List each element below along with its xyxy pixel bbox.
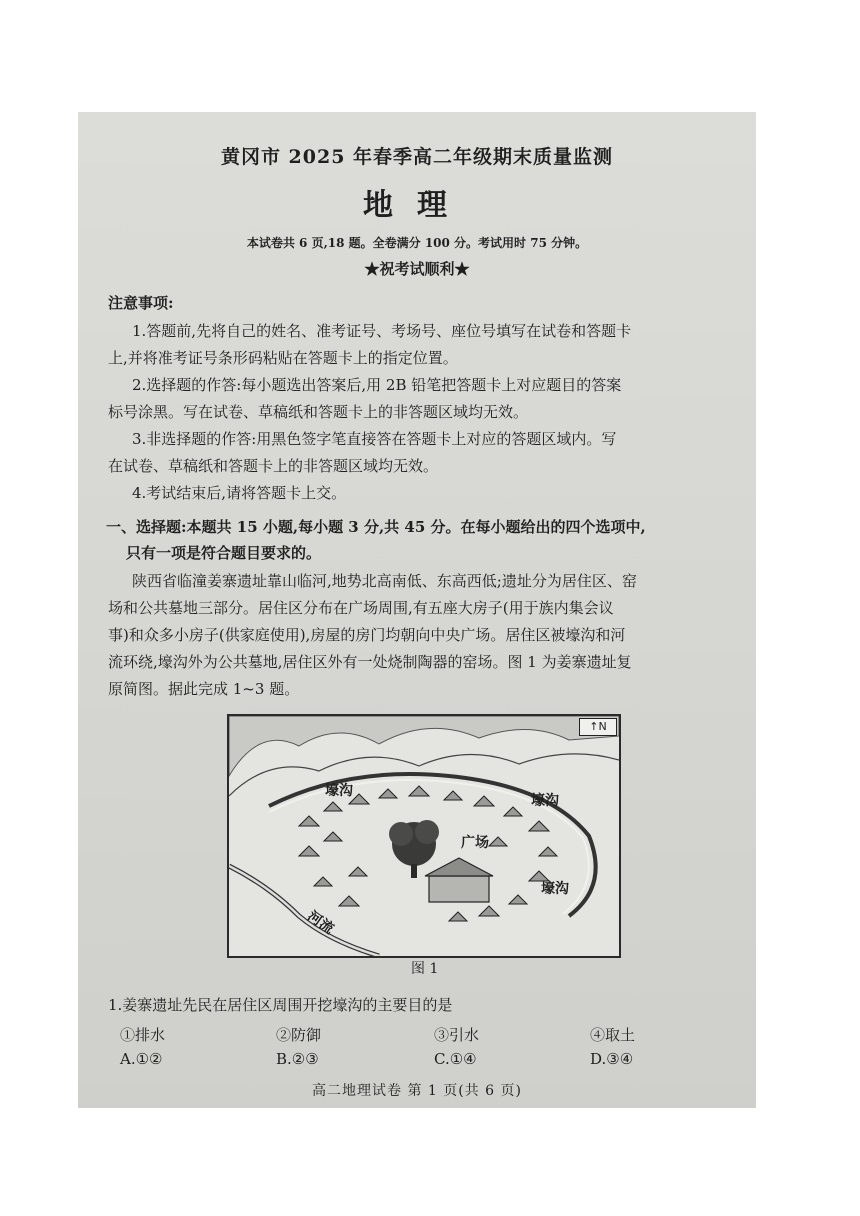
- passage-line: 事)和众多小房子(供家庭使用),房屋的房门均朝向中央广场。居住区被壕沟和河: [108, 626, 626, 644]
- question-1-item: ④取土: [590, 1026, 636, 1044]
- question-1-option-c: C.①④: [434, 1050, 477, 1068]
- note-line: 在试卷、草稿纸和答题卡上的非答题区域均无效。: [108, 457, 439, 475]
- figure-caption: 图 1: [411, 961, 439, 977]
- question-1-option-a: A.①②: [120, 1050, 163, 1068]
- section-heading: 一、选择题:本题共 15 小题,每小题 3 分,共 45 分。在每小题给出的四个选项中,: [106, 518, 646, 536]
- passage-line: 陕西省临潼姜寨遗址靠山临河,地势北高南低、东高西低;遗址分为居住区、窑: [132, 572, 637, 590]
- moat-label: 壕沟: [531, 793, 559, 809]
- exam-title: 黄冈市 2025 年春季高二年级期末质量监测: [220, 146, 614, 168]
- question-1-item: ②防御: [276, 1026, 322, 1044]
- exam-info: 本试卷共 6 页,18 题。全卷满分 100 分。考试用时 75 分钟。: [246, 236, 588, 250]
- note-line: 3.非选择题的作答:用黑色签字笔直接答在答题卡上对应的答题区域内。写: [132, 430, 617, 448]
- note-line: 4.考试结束后,请将答题卡上交。: [132, 484, 347, 502]
- exam-blessing: ★祝考试顺利★: [364, 260, 470, 278]
- question-1-item: ①排水: [120, 1026, 166, 1044]
- passage-line: 流环绕,壕沟外为公共墓地,居住区外有一处烧制陶器的窑场。图 1 为姜寨遗址复: [108, 653, 632, 671]
- figure-1-site-map: [227, 714, 621, 958]
- site-illustration: [229, 716, 619, 956]
- passage-line: 原简图。据此完成 1~3 题。: [108, 680, 300, 698]
- note-line: 上,并将准考证号条形码粘贴在答题卡上的指定位置。: [108, 349, 458, 367]
- page-footer: 高二地理试卷 第 1 页(共 6 页): [312, 1083, 522, 1099]
- question-1-stem: 1.姜寨遗址先民在居住区周围开挖壕沟的主要目的是: [108, 996, 453, 1014]
- note-line: 1.答题前,先将自己的姓名、准考证号、考场号、座位号填写在试卷和答题卡: [132, 322, 632, 340]
- question-1-option-d: D.③④: [590, 1050, 634, 1068]
- exam-paper: [78, 112, 756, 1108]
- note-line: 2.选择题的作答:每小题选出答案后,用 2B 铅笔把答题卡上对应题目的答案: [132, 376, 622, 394]
- question-1-option-b: B.②③: [276, 1050, 319, 1068]
- notes-heading: 注意事项:: [108, 294, 174, 312]
- question-1-item: ③引水: [434, 1026, 480, 1044]
- river-label: 河流: [304, 908, 337, 938]
- moat-label: 壕沟: [541, 881, 569, 897]
- north-arrow-indicator: ↑N: [579, 718, 617, 736]
- plaza-label: 广场: [461, 835, 489, 851]
- passage-line: 场和公共墓地三部分。居住区分布在广场周围,有五座大房子(用于族内集会议: [108, 599, 614, 617]
- note-line: 标号涂黑。写在试卷、草稿纸和答题卡上的非答题区域均无效。: [108, 403, 529, 421]
- exam-subject: 地理: [363, 188, 471, 223]
- moat-label: 壕沟: [325, 783, 353, 799]
- section-heading-cont: 只有一项是符合题目要求的。: [126, 544, 322, 562]
